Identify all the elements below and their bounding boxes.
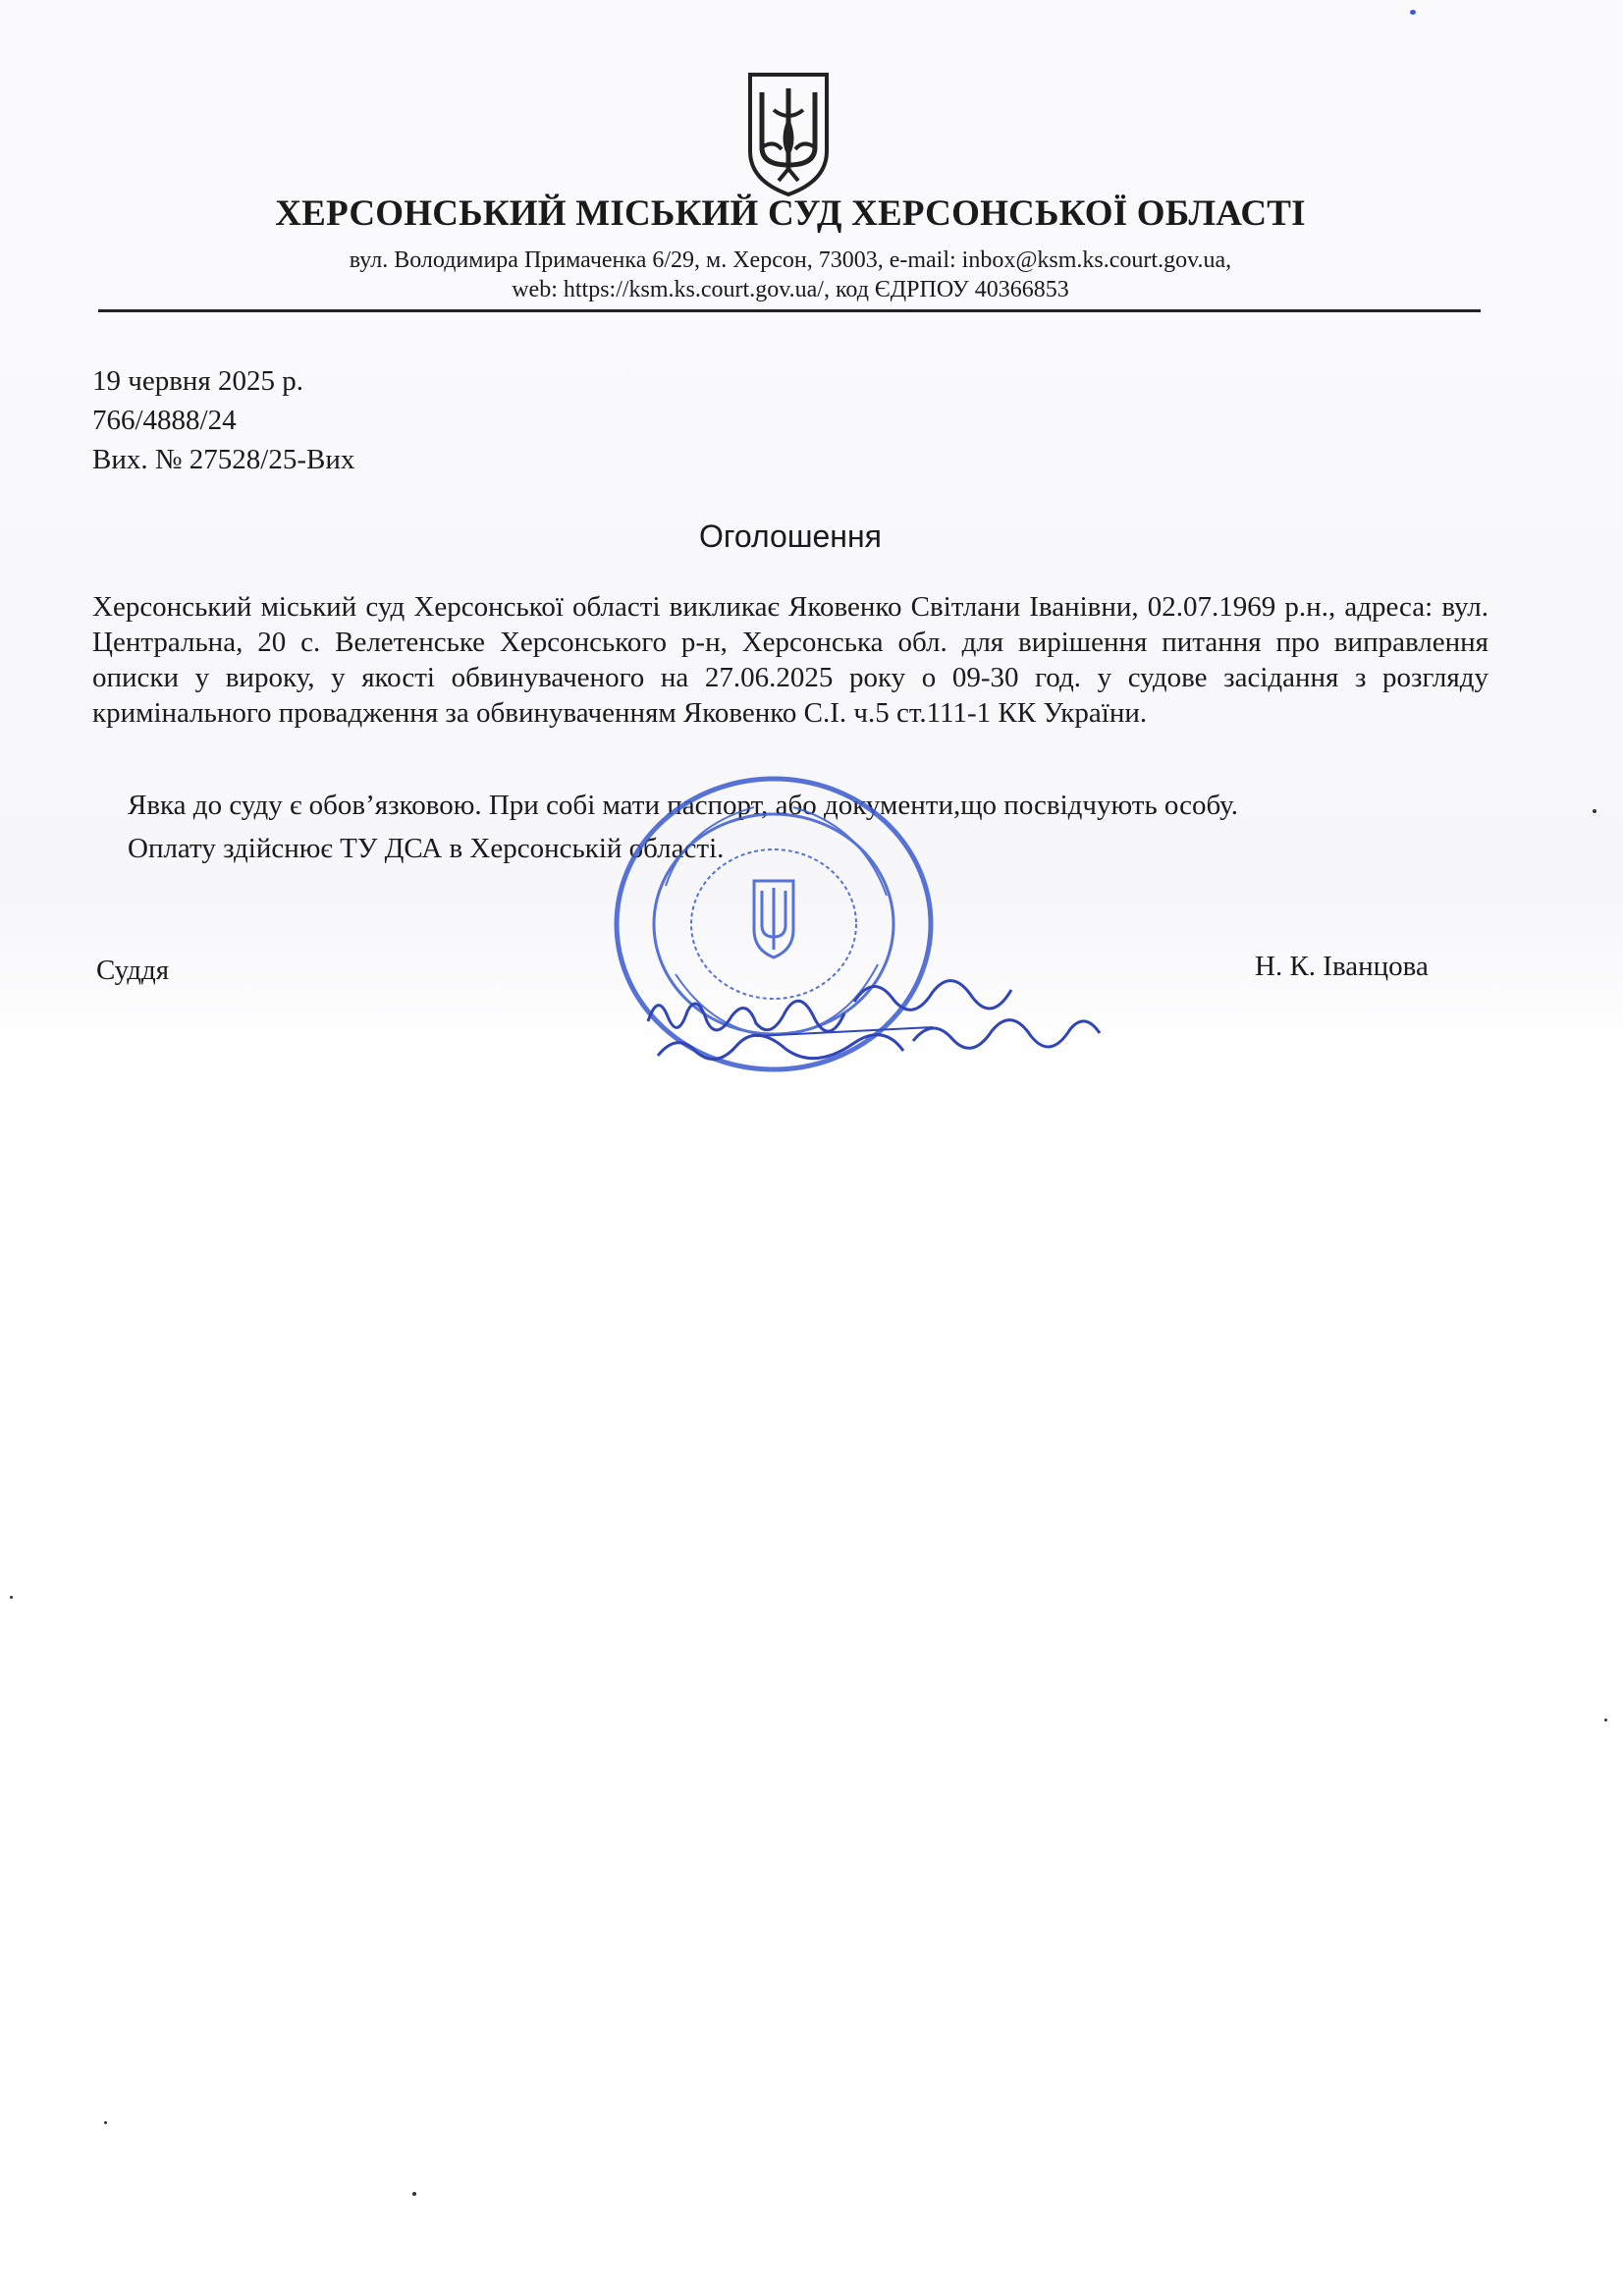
scan-speck (104, 2121, 107, 2124)
scan-speck (1604, 1719, 1607, 1722)
notice-paragraph-payment: Оплату здійснює ТУ ДСА в Херсонській області. (128, 833, 725, 864)
notice-paragraph-summons: Херсонський міський суд Херсонської області викликає Яковенко Світлани Іванівни, 02.07.1969 р.н., адреса: вул. Центральна, 20 с. Велетенське Херсонського р-н, Херсонська обл. для вирішення питання про виправлення описки у вироку, у якості обвинуваченого на 27.06.2025 року о 09-30 год. у судове засідання з розгляду кримінального провадження за обвинуваченням Яковенко С.І. ч.5 ст.111-1 КК України. (92, 591, 1488, 729)
document-date: 19 червня 2025 р. (92, 365, 304, 397)
court-address: вул. Володимира Примаченка 6/29, м. Херсон, 73003, e-mail: inbox@ksm.ks.court.gov.ua, (349, 247, 1232, 273)
signature-name: Н. К. Іванцова (1255, 951, 1429, 982)
outgoing-number: Вих. № 27528/25-Вих (92, 444, 355, 475)
court-name: ХЕРСОНСЬКИЙ МІСЬКИЙ СУД ХЕРСОНСЬКОЇ ОБЛАСТІ (275, 193, 1306, 234)
signature-role: Суддя (96, 955, 170, 986)
notice-title: Оголошення (699, 519, 882, 554)
notice-paragraph-attendance: Явка до суду є обов’язковою. При собі мати паспорт, або документи,що посвідчують особу. (128, 790, 1239, 821)
scan-speck (1410, 10, 1416, 15)
handwritten-signature-icon (638, 962, 1129, 1070)
scan-speck (1593, 809, 1596, 813)
scan-speck (412, 2192, 416, 2196)
case-number: 766/4888/24 (92, 405, 237, 436)
scan-speck (10, 1596, 13, 1599)
trident-emblem-icon (744, 71, 833, 198)
header-divider (98, 309, 1481, 312)
court-web-and-code: web: https://ksm.ks.court.gov.ua/, код ЄДРПОУ 40366853 (512, 277, 1069, 302)
